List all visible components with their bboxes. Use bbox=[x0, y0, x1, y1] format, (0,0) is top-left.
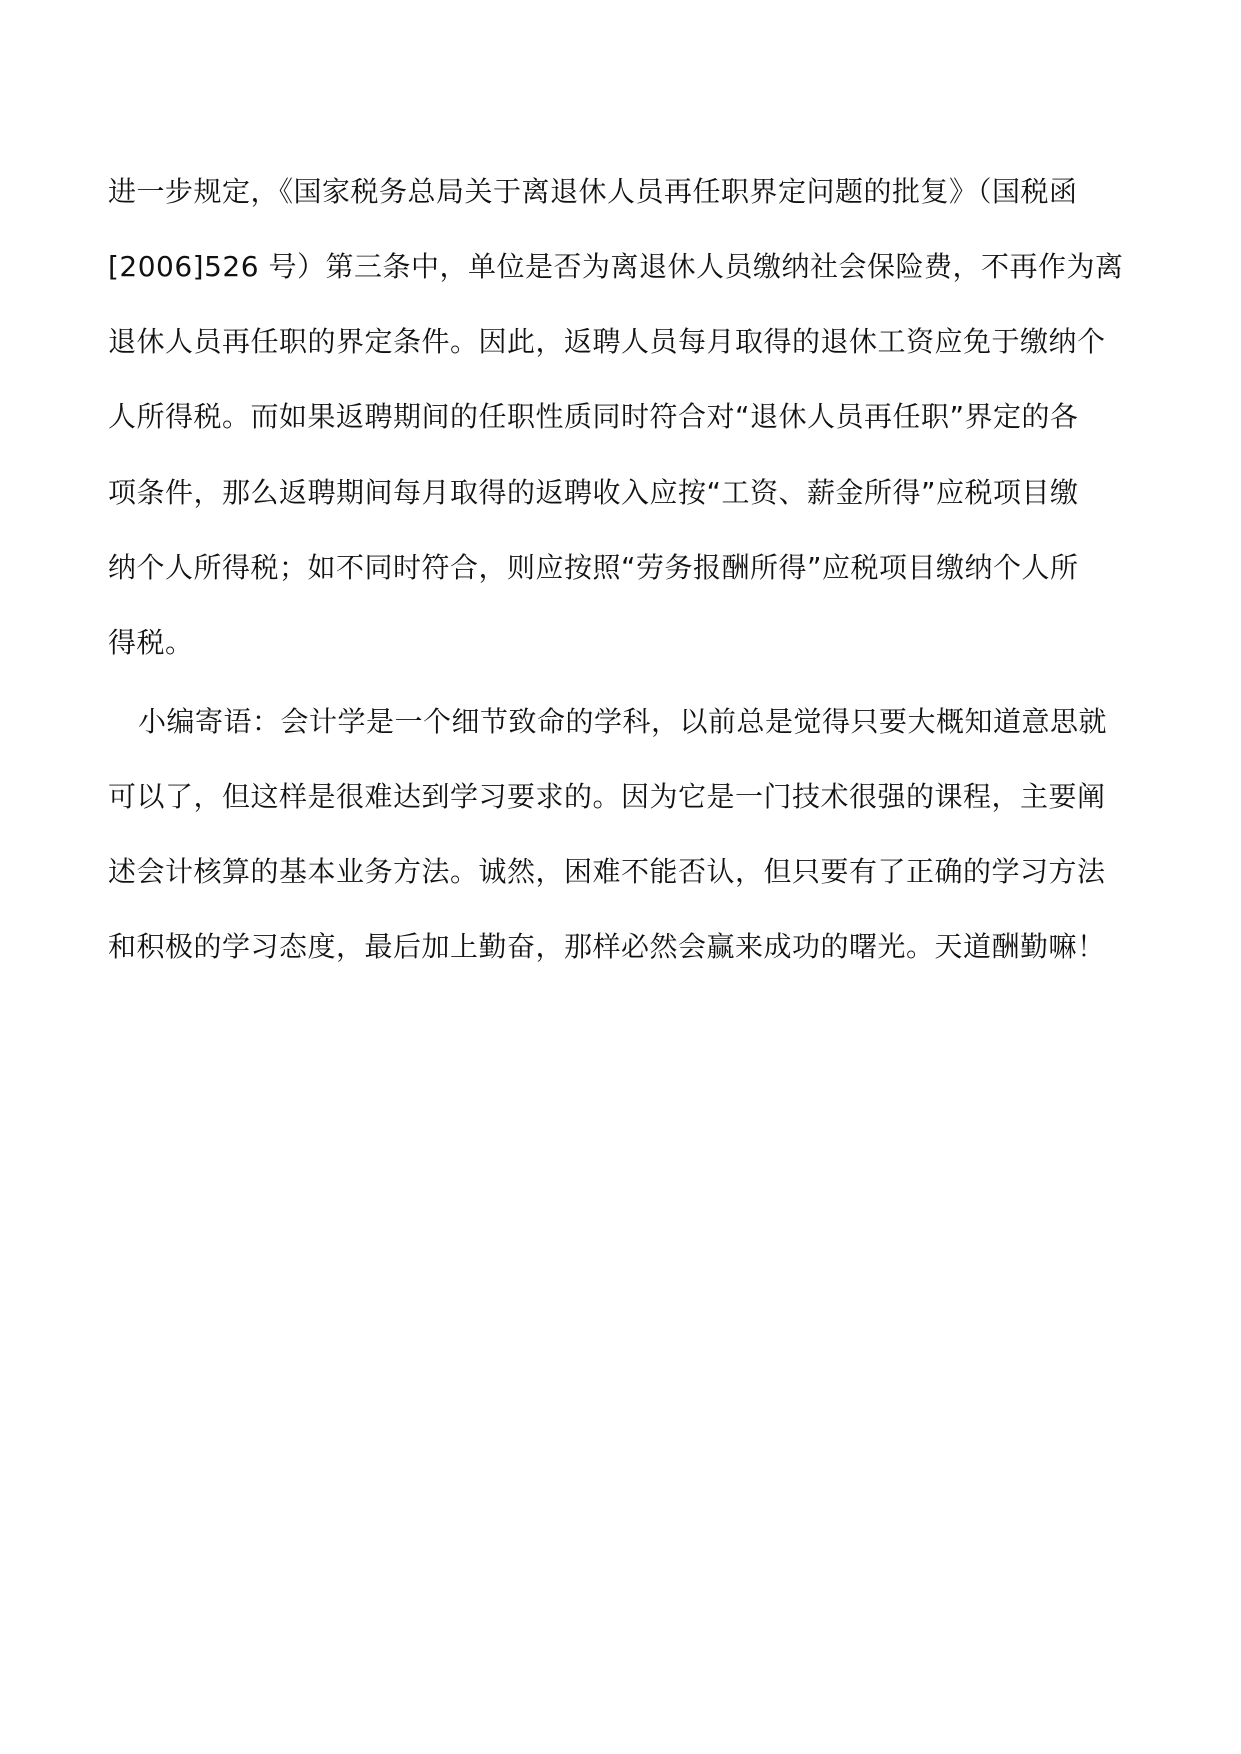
paragraph-1-line-6: 纳个人所得税；如不同时符合，则应按照“劳务报酬所得”应税项目缴纳个人所 bbox=[108, 551, 1079, 584]
paragraph-1-line-7: 得税。 bbox=[108, 626, 194, 659]
paragraph-1-line-4: 人所得税。而如果返聘期间的任职性质同时符合对“退休人员再任职”界定的各 bbox=[108, 400, 1079, 433]
paragraph-2-line-2: 可以了，但这样是很难达到学习要求的。因为它是一门技术很强的课程，主要阐 bbox=[108, 780, 1106, 813]
paragraph-1-line-1: 进一步规定，《国家税务总局关于离退休人员再任职界定问题的批复》（国税函 bbox=[108, 175, 1078, 208]
paragraph-1-line-3: 退休人员再任职的界定条件。因此，返聘人员每月取得的退休工资应免于缴纳个 bbox=[108, 325, 1106, 358]
paragraph-2-line-4: 和积极的学习态度，最后加上勤奋，那样必然会赢来成功的曙光。天道酬勤嘛！ bbox=[108, 930, 1106, 963]
paragraph-2-line-1: 小编寄语：会计学是一个细节致命的学科，以前总是觉得只要大概知道意思就 bbox=[138, 705, 1108, 738]
paragraph-1-line-5: 项条件，那么返聘期间每月取得的返聘收入应按“工资、薪金所得”应税项目缴 bbox=[108, 476, 1079, 509]
paragraph-2-line-3: 述会计核算的基本业务方法。诚然，困难不能否认，但只要有了正确的学习方法 bbox=[108, 855, 1106, 888]
paragraph-1-line-2: [2006]526 号）第三条中，单位是否为离退休人员缴纳社会保险费，不再作为离 bbox=[108, 250, 1124, 283]
